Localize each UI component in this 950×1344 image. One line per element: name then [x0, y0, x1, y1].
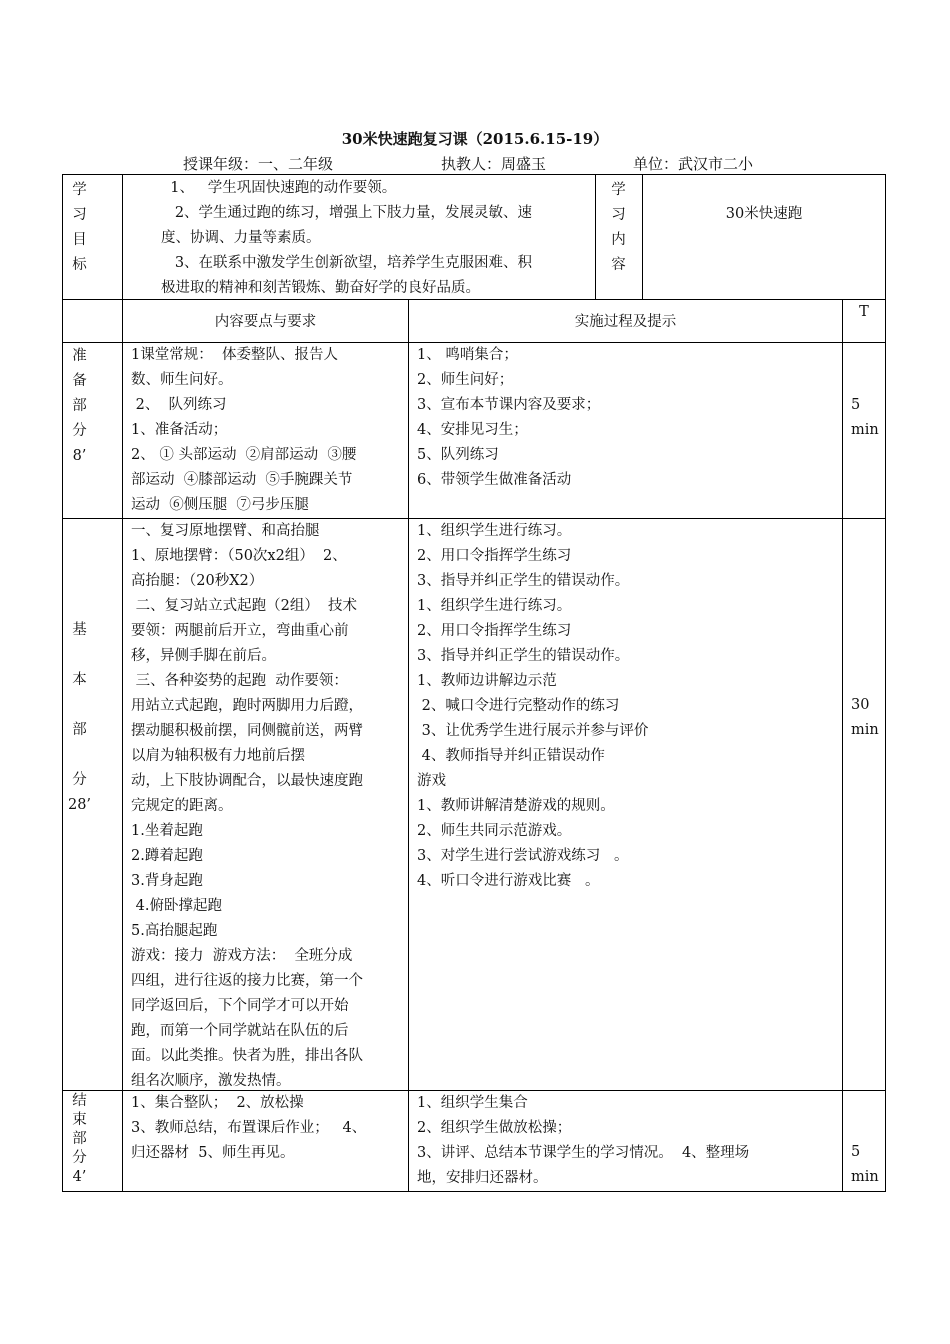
objectives-label: 学 习 目 标 [72, 182, 87, 273]
table-border-bottom [62, 1191, 886, 1192]
objectives-text: 1、 学生巩固快速跑的动作要领。 2、学生通过跑的练习，增强上下肢力量，发展灵敏、速 度、协调、力量等素质。 3、在联系中激发学生创新欲望，培养学生克服困难、积 极进取的精神和刻苦锻炼、勤奋好学的良好品质。 [161, 180, 533, 296]
teacher-info: 执教人：周盛玉 [441, 155, 547, 173]
ending-time: 5 min [851, 1144, 879, 1185]
prep-process: 1、 鸣哨集合； 2、师生问好； 3、宣布本节课内容及要求； 4、安排见习生； 5、队列练习 6、带领学生做准备活动 [417, 347, 601, 488]
basic-label: 基 本 部 分 28’ [67, 622, 92, 813]
prep-time: 5 min [851, 397, 879, 438]
ending-points: 1、集合整队； 2、放松操 3、教师总结，布置课后作业； 4、 归还器材 5、师生再见。 [131, 1095, 367, 1161]
content-label: 学 习 内 容 [611, 182, 626, 273]
basic-time: 30 min [851, 697, 879, 738]
table-border-top [62, 174, 886, 175]
ending-process: 1、组织学生集合 2、组织学生做放松操； 3、讲评、总结本节课学生的学习情况。 4、整理场 地，安排归还器材。 [417, 1095, 750, 1186]
basic-points: 一、复习原地摆臂、和高抬腿 1、原地摆臂：（50次x2组） 2、 高抬腿：（20秒X2） 二、复习站立式起跑（2组） 技术 要领：两腿前后开立，弯曲重心前 移，异侧手脚在前后。 三、各种姿势的起跑 动作要领： 用站立式起跑，跑时两脚用力后蹬， 摆动腿积极前摆，同侧髋前送，两臂 以肩为轴积极有力地前后摆 动，上下肢协调配合，以最快速度跑 完规定的距离。 1.坐着起跑 2.蹲着起跑 3.背身起跑 4.俯卧撑起跑 5.高抬腿起跑 游戏：接力 游戏方法： 全班分成 四组，进行往返的接力比赛，第一个 同学返回后，下个同学才可以开始 跑，而第一个同学就站在队伍的后 面。以此类推。快者为胜，排出各队 组名次顺序，激发热情。 [131, 523, 363, 1089]
column-divider [642, 174, 643, 299]
table-border-right [885, 174, 886, 1192]
column-divider [842, 299, 843, 1192]
page-title: 30米快速跑复习课（2015.6.15-19） [341, 130, 609, 148]
header-process: 实施过程及提示 [574, 314, 677, 330]
grade-info: 授课年级：一、二年级 [183, 155, 334, 173]
prep-points: 1课堂常规： 体委整队、报告人 数、师生问好。 2、 队列练习 1、准备活动； 2、 ① 头部运动 ②肩部运动 ③腰 部运动 ④膝部运动 ⑤手腕踝关节 运动 ⑥侧压腿 ⑦弓步压腿 [131, 347, 357, 513]
lesson-plan-table [62, 174, 886, 1192]
unit-info: 单位：武汉市二小 [633, 155, 754, 173]
content-value: 30米快速跑 [725, 206, 803, 222]
header-time: T [859, 304, 869, 320]
basic-process: 1、组织学生进行练习。 2、用口令指挥学生练习 3、指导并纠正学生的错误动作。 1、组织学生进行练习。 2、用口令指挥学生练习 3、指导并纠正学生的错误动作。 1、教师边讲解边示范 2、喊口令进行完整动作的练习 3、让优秀学生进行展示并参与评价 4、教师指导并纠正错误动作 游戏 1、教师讲解清楚游戏的规则。 2、师生共同示范游戏。 3、对学生进行尝试游戏练习 。 4、听口令进行游戏比赛 。 [417, 523, 649, 889]
prep-label: 准 备 部 分 8’ [72, 348, 87, 464]
header-points: 内容要点与要求 [214, 314, 317, 330]
ending-label: 结 束 部 分 4’ [72, 1093, 87, 1185]
column-divider [408, 299, 409, 1192]
